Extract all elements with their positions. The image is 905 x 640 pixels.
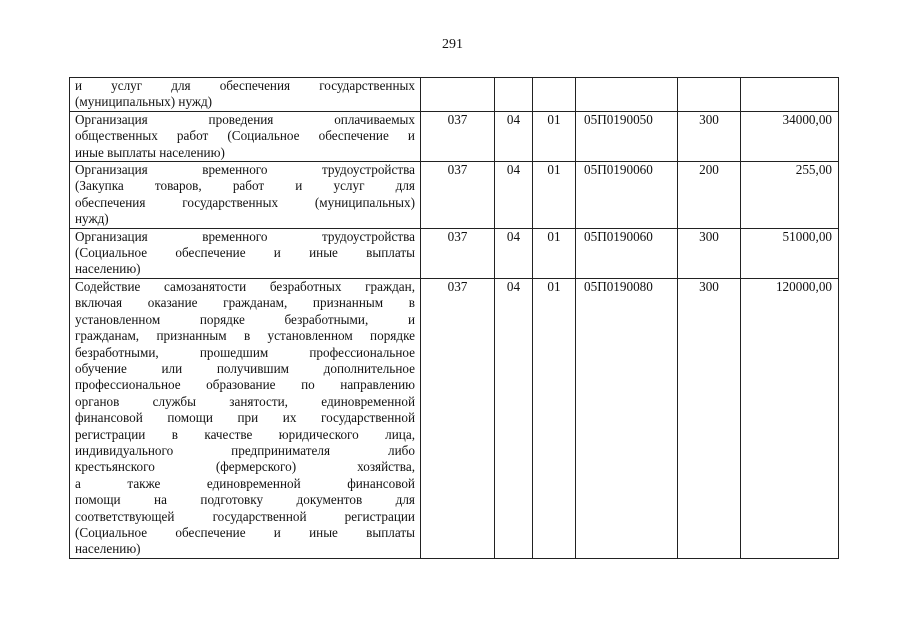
target-article-cell: 05П0190060 [576, 228, 678, 278]
expense-name-cell [70, 278, 421, 558]
expense-type-cell [678, 78, 741, 112]
section-code-cell [495, 78, 533, 112]
expense-name-line: профессиональное образование по направлению [75, 377, 415, 393]
ministry-code-cell: 037 [421, 228, 495, 278]
expense-type-cell: 300 [678, 228, 741, 278]
expense-name-line: установленном порядке безработными, и [75, 311, 415, 327]
expense-name-line: а также единовременной финансовой [75, 475, 415, 491]
expense-name-cell [70, 111, 421, 161]
table-row [70, 78, 839, 112]
table-row [70, 111, 839, 161]
section-code-cell: 04 [495, 111, 533, 161]
expense-type-cell: 300 [678, 111, 741, 161]
page-number: 291 [442, 37, 463, 52]
subsection-code-cell: 01 [533, 228, 576, 278]
target-article-cell: 05П0190080 [576, 278, 678, 558]
expense-name-cell [70, 228, 421, 278]
table-row [70, 228, 839, 278]
expense-name-line: гражданам, признанным в установленном порядке [75, 328, 415, 344]
expense-type-cell: 300 [678, 278, 741, 558]
ministry-code-cell [421, 78, 495, 112]
expense-name-line: Содействие самозанятости безработных граждан, [75, 278, 415, 294]
section-code-cell: 04 [495, 228, 533, 278]
expense-name-line: Организация временного трудоустройства [75, 162, 415, 178]
expense-name-line: (Социальное обеспечение и иные выплаты [75, 524, 415, 540]
expense-name-line: соответствующей государственной регистрации [75, 508, 415, 524]
amount-cell: 120000,00 [741, 278, 839, 558]
amount-cell: 255,00 [741, 162, 839, 229]
expense-name-line: обучение или получившим дополнительное [75, 360, 415, 376]
expense-name-line: населению) [75, 541, 141, 557]
expense-name-line: финансовой помощи при их государственной [75, 410, 415, 426]
subsection-code-cell: 01 [533, 162, 576, 229]
target-article-cell: 05П0190060 [576, 162, 678, 229]
expense-name-line: (Закупка товаров, работ и услуг для [75, 178, 415, 194]
expense-name-line: (муниципальных) нужд) [75, 94, 213, 110]
expense-name-line: крестьянского (фермерского) хозяйства, [75, 459, 415, 475]
target-article-cell [576, 78, 678, 112]
expense-name-line: общественных работ (Социальное обеспечение и [75, 128, 415, 144]
expense-name-line: нужд) [75, 211, 109, 227]
table-row [70, 278, 839, 558]
expense-type-cell: 200 [678, 162, 741, 229]
expense-name-line: населению) [75, 261, 141, 277]
expense-name-line: органов службы занятости, единовременной [75, 393, 415, 409]
expense-name-cell [70, 78, 421, 112]
expense-name-line: иные выплаты населению) [75, 144, 225, 160]
expense-name-line: регистрации в качестве юридического лица, [75, 426, 415, 442]
ministry-code-cell: 037 [421, 162, 495, 229]
ministry-code-cell: 037 [421, 111, 495, 161]
section-code-cell: 04 [495, 162, 533, 229]
expense-name-line: и услуг для обеспечения государственных [75, 78, 415, 93]
target-article-cell: 05П0190050 [576, 111, 678, 161]
expense-name-line: индивидуального предпринимателя либо [75, 442, 415, 458]
section-code-cell: 04 [495, 278, 533, 558]
subsection-code-cell [533, 78, 576, 112]
ministry-code-cell: 037 [421, 278, 495, 558]
amount-cell [741, 78, 839, 112]
table-row [70, 162, 839, 229]
expense-name-line: Организация временного трудоустройства [75, 228, 415, 244]
expense-name-line: (Социальное обеспечение и иные выплаты [75, 245, 415, 261]
expense-name-line: безработными, прошедшим профессиональное [75, 344, 415, 360]
expense-name-cell [70, 162, 421, 229]
expense-name-line: включая оказание гражданам, признанным в [75, 295, 415, 311]
expense-name-line: помощи на подготовку документов для [75, 492, 415, 508]
subsection-code-cell: 01 [533, 111, 576, 161]
expense-name-line: обеспечения государственных (муниципальных) [75, 194, 415, 210]
amount-cell: 51000,00 [741, 228, 839, 278]
subsection-code-cell: 01 [533, 278, 576, 558]
expense-name-line: Организация проведения оплачиваемых [75, 111, 415, 127]
amount-cell: 34000,00 [741, 111, 839, 161]
budget-table [69, 77, 839, 559]
